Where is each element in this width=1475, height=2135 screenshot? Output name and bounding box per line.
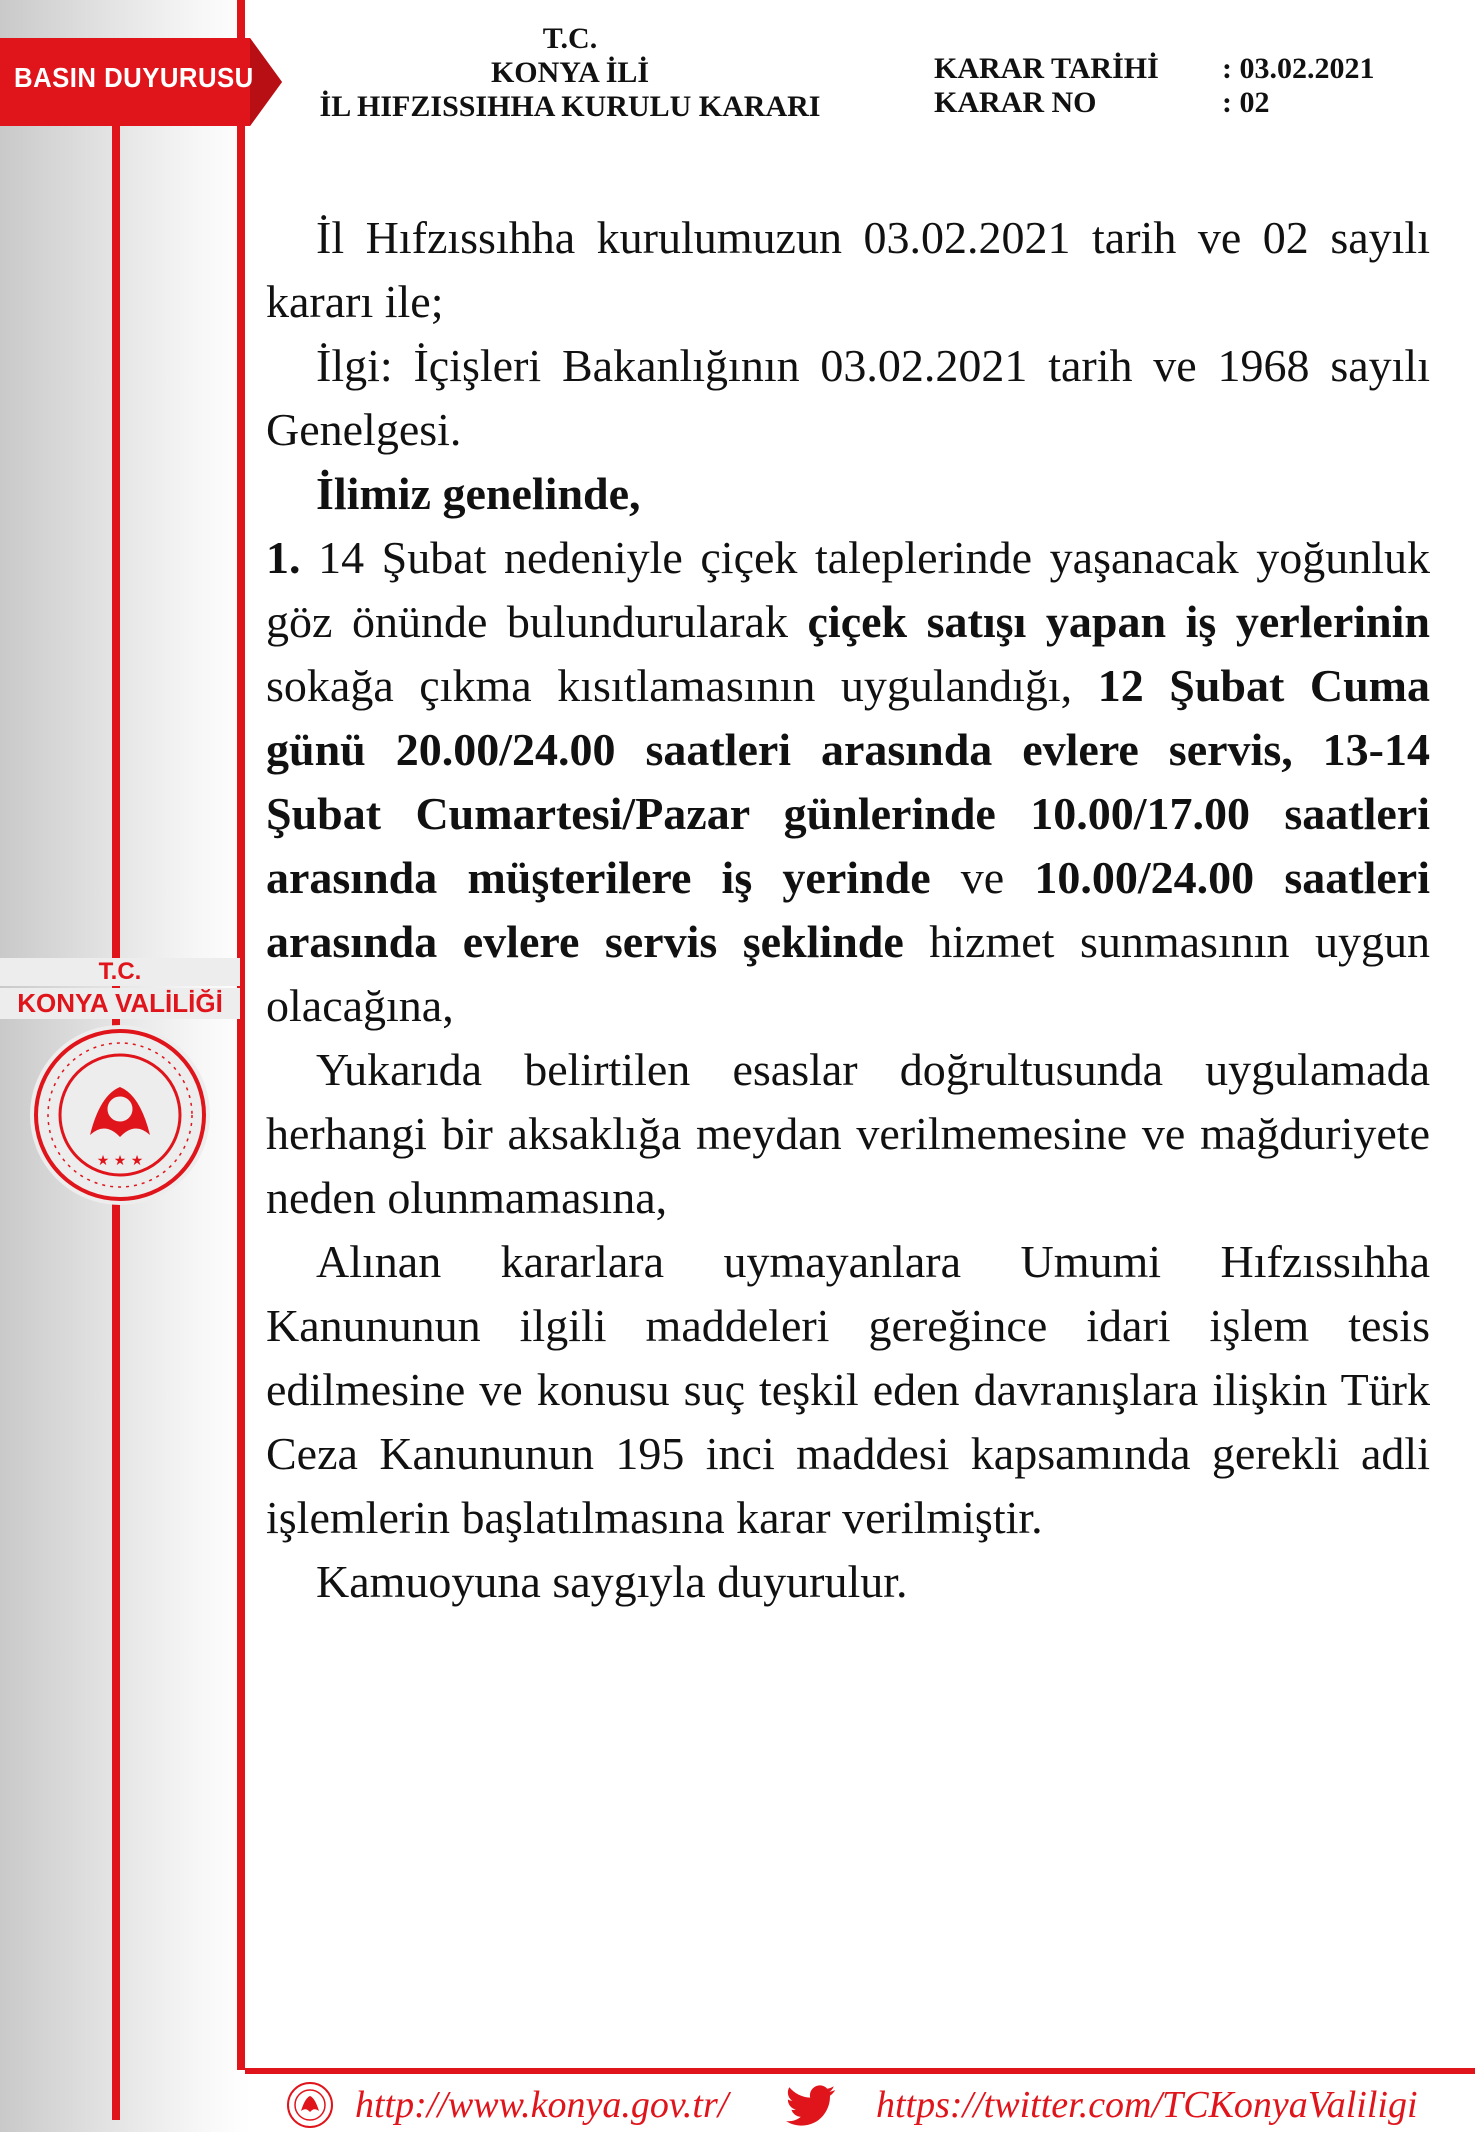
enforcement-paragraph: Yukarıda belirtilen esaslar doğrultusunda uygulamada herhangi bir aksaklığa meydan verilmemesine ve mağduriyete neden olunmamasına, <box>266 1044 1430 1223</box>
item-text-bold: 12 Şubat Cuma günü 20.00/24.00 saatleri arasında evlere servis, 13-14 Şubat Cumartesi/Pazar günlerinde 10.00/17.00 saatleri arasında müşterilere iş yerinde <box>266 660 1430 903</box>
item-text: sokağa çıkma kısıtlamasının uygulandığı, <box>266 660 1098 711</box>
twitter-icon <box>786 2084 836 2128</box>
decision-no-value: : 02 <box>1222 86 1270 119</box>
decision-date-value: : 03.02.2021 <box>1222 52 1375 85</box>
document-body <box>266 206 1430 1614</box>
item-number: 1. <box>266 532 301 583</box>
decision-no-label: KARAR NO <box>934 86 1097 119</box>
intro-paragraph: İl Hıfzıssıhha kurulumuzun 03.02.2021 tarih ve 02 sayılı kararı ile; <box>266 212 1430 327</box>
decision-item-1 <box>266 526 1430 1038</box>
decision-date-label: KARAR TARİHİ <box>934 52 1159 85</box>
svg-text:★ ★ ★: ★ ★ ★ <box>96 1153 144 1169</box>
item-text-bold: çiçek satışı yapan iş yerlerinin <box>807 596 1430 647</box>
seal-icon <box>30 1025 210 1205</box>
sanction-paragraph: Alınan kararlara uymayanlara Umumi Hıfzıssıhha Kanununun ilgili maddeleri gereğince idari işlem tesis edilmesine ve konusu suç teşkil eden davranışlara ilişkin Türk Ceza Kanununun 195 inci maddesi kapsamında gerekli adli işlemlerin başlatılmasına karar verilmiştir. <box>266 1236 1430 1543</box>
sidebar-tc: T.C. <box>0 958 240 986</box>
footer-red-line <box>245 2068 1475 2074</box>
twitter-link[interactable]: https://twitter.com/TCKonyaValiligi <box>876 2084 1418 2126</box>
item-text: hizmet sunmasının uygun olacağına, <box>266 916 1430 1031</box>
item-text: 14 Şubat nedeniyle çiçek taleplerinde yaşanacak yoğunluk göz önünde bulundurularak <box>266 532 1430 647</box>
item-text: ve <box>930 852 1035 903</box>
closing-paragraph: Kamuoyuna saygıyla duyurulur. <box>316 1556 908 1607</box>
seal-icon <box>285 2080 335 2130</box>
header-line-board: İL HIFZISSIHHA KURULU KARARI <box>319 90 821 123</box>
header-line-tc: T.C. <box>542 22 598 55</box>
website-link[interactable]: http://www.konya.gov.tr/ <box>355 2084 729 2126</box>
reference-paragraph: İlgi: İçişleri Bakanlığının 03.02.2021 tarih ve 1968 sayılı Genelgesi. <box>266 340 1430 455</box>
header-line-province: KONYA İLİ <box>490 56 650 89</box>
decision-meta <box>934 52 1375 120</box>
scope-heading-text: İlimiz genelinde, <box>316 468 641 519</box>
scope-heading <box>266 462 1430 526</box>
sidebar-governorship-name: KONYA VALİLİĞİ <box>0 988 240 1019</box>
document-header <box>290 22 850 124</box>
sidebar-red-line <box>237 90 245 2070</box>
sidebar-red-line <box>237 0 245 40</box>
item-text-bold: 10.00/24.00 saatleri arasında evlere servis şeklinde <box>266 852 1430 967</box>
press-release-label: BASIN DUYURUSU <box>14 62 254 93</box>
